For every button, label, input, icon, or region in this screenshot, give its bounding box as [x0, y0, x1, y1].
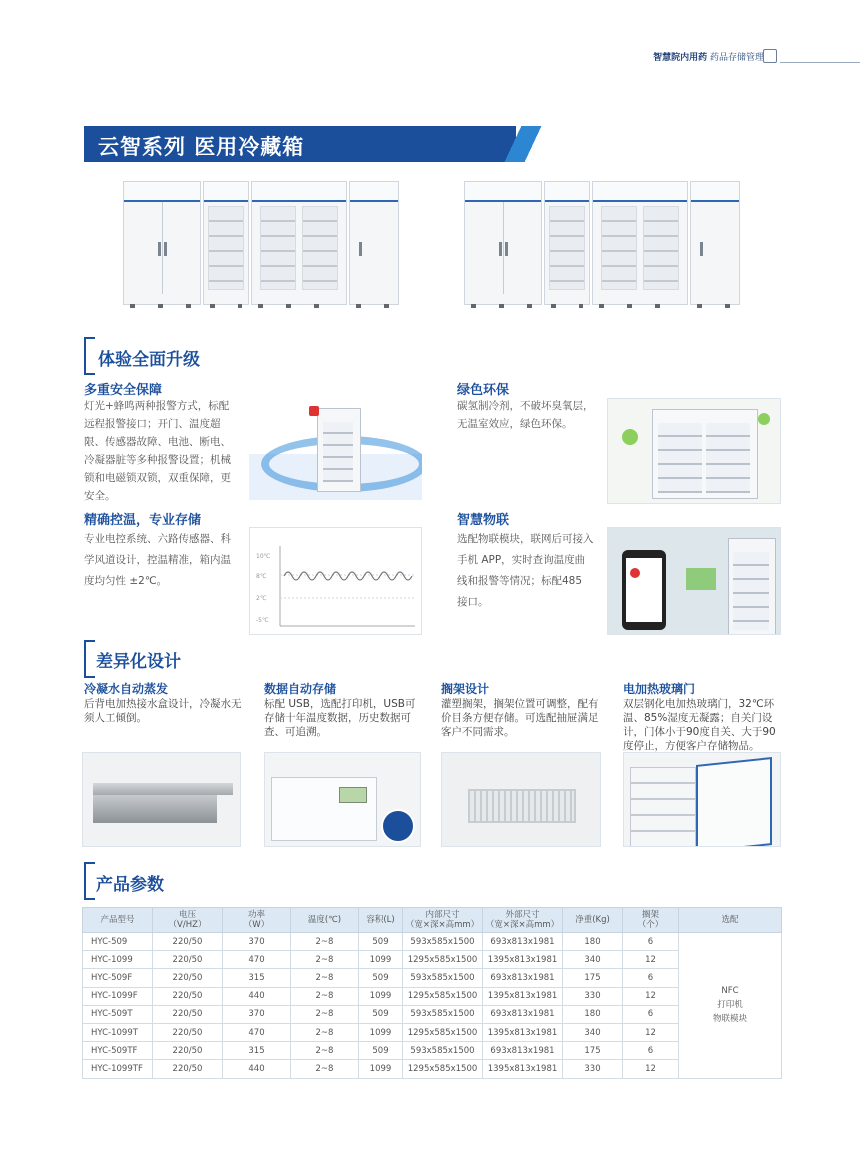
feature-title-eco: 绿色环保 [457, 383, 510, 398]
spec-table [82, 907, 782, 1079]
table-cell: 220/50 [153, 987, 223, 1005]
chart-label-8: 8℃ [256, 573, 267, 580]
page-title: 云智系列 医用冷藏箱 [98, 135, 305, 159]
safety-illustration [249, 398, 422, 500]
table-row [83, 969, 782, 987]
table-cell: 175 [563, 1042, 623, 1060]
fridge-glass-double [592, 181, 688, 305]
table-cell: 370 [223, 933, 291, 951]
table-row [83, 1023, 782, 1041]
table-cell: 1395x813x1981 [483, 1023, 563, 1041]
table-cell: 220/50 [153, 1005, 223, 1023]
table-cell: 6 [623, 933, 679, 951]
table-cell: 1295x585x1500 [403, 1023, 483, 1041]
table-cell: 693x813x1981 [483, 1042, 563, 1060]
fridge-solid-single [690, 181, 740, 305]
table-cell: 2~8 [291, 1042, 359, 1060]
table-cell: 220/50 [153, 969, 223, 987]
feature-text-iot: 选配物联模块，联网后可接入手机 APP，实时查询温度曲线和报警等情况；标配485 接口。 [457, 533, 594, 608]
section-title-design: 差异化设计 [96, 652, 181, 672]
model-cell: HYC-1099 [83, 951, 153, 969]
feature-text-eco: 碳氢制冷剂，不破坏臭氧层，无温室效应，绿色环保。 [457, 400, 594, 430]
fridge-solid-single [349, 181, 399, 305]
table-cell: 220/50 [153, 933, 223, 951]
spec-table-header [83, 908, 782, 933]
chart-label-2: 2℃ [256, 595, 267, 602]
table-cell: 1395x813x1981 [483, 987, 563, 1005]
col-header: 搁架 （个） [623, 908, 679, 933]
table-cell: 2~8 [291, 987, 359, 1005]
chart-label-minus5: -5℃ [256, 617, 269, 624]
section-bracket [84, 640, 95, 678]
header-section: 药品存储管理 [709, 53, 764, 63]
table-cell: 220/50 [153, 1060, 223, 1078]
table-cell: 1395x813x1981 [483, 1060, 563, 1078]
header-brand: 智慧院内用药 [653, 53, 708, 63]
glass-door-photo [623, 752, 781, 847]
table-cell: 509 [359, 1042, 403, 1060]
options-cell [679, 933, 782, 1079]
table-cell: 470 [223, 951, 291, 969]
header-logo-icon [763, 49, 777, 63]
table-cell: 1099 [359, 1023, 403, 1041]
model-cell: HYC-509TF [83, 1042, 153, 1060]
feature-title-safety: 多重安全保障 [84, 383, 163, 398]
table-cell: 693x813x1981 [483, 1005, 563, 1023]
header-rule [780, 62, 860, 63]
table-row [83, 1042, 782, 1060]
table-cell: 315 [223, 1042, 291, 1060]
model-cell: HYC-1099F [83, 987, 153, 1005]
eco-illustration [607, 398, 781, 504]
model-cell: HYC-1099T [83, 1023, 153, 1041]
table-row [83, 1005, 782, 1023]
table-cell: 175 [563, 969, 623, 987]
fridge-solid-double [123, 181, 201, 305]
feature-title-iot: 智慧物联 [457, 513, 510, 528]
table-cell: 1295x585x1500 [403, 951, 483, 969]
fridge-glass-single [544, 181, 590, 305]
table-cell: 330 [563, 1060, 623, 1078]
section-bracket [84, 337, 95, 375]
table-cell: 1295x585x1500 [403, 987, 483, 1005]
table-cell: 2~8 [291, 1023, 359, 1041]
table-cell: 330 [563, 987, 623, 1005]
table-cell: 6 [623, 1042, 679, 1060]
model-cell: HYC-509 [83, 933, 153, 951]
model-cell: HYC-1099TF [83, 1060, 153, 1078]
option-item: 打印机 [717, 1000, 743, 1011]
table-row [83, 987, 782, 1005]
table-cell: 593x585x1500 [403, 1042, 483, 1060]
table-cell: 180 [563, 933, 623, 951]
col-header: 产品型号 [83, 908, 153, 933]
model-cell: HYC-509T [83, 1005, 153, 1023]
fridge-solid-double [464, 181, 542, 305]
table-cell: 2~8 [291, 1005, 359, 1023]
design-text-condensate: 后背电加热接水盒设计，冷凝水无须人工倾倒。 [84, 698, 242, 724]
table-cell: 6 [623, 1005, 679, 1023]
table-cell: 1099 [359, 1060, 403, 1078]
table-row [83, 951, 782, 969]
table-cell: 440 [223, 987, 291, 1005]
table-cell: 2~8 [291, 951, 359, 969]
design-text-shelf: 灌塑搁架，搁架位置可调整，配有价目条方便存储。可选配抽屉满足客户不同需求。 [441, 698, 599, 738]
table-cell: 2~8 [291, 1060, 359, 1078]
table-cell: 440 [223, 1060, 291, 1078]
table-cell: 12 [623, 951, 679, 969]
col-header: 功率 （W） [223, 908, 291, 933]
table-cell: 340 [563, 951, 623, 969]
section-bracket [84, 862, 95, 900]
table-cell: 220/50 [153, 1042, 223, 1060]
temperature-curve-chart [249, 527, 422, 635]
table-cell: 6 [623, 969, 679, 987]
table-cell: 220/50 [153, 1023, 223, 1041]
design-text-glass: 双层钢化电加热玻璃门，32℃环温、85%湿度无凝露；自关门设计，门体小于90度自关、大于90度停止，方便客户存储物品。 [623, 698, 776, 752]
table-cell: 315 [223, 969, 291, 987]
feature-title-control: 精确控温，专业存储 [84, 513, 202, 528]
table-row [83, 933, 782, 951]
table-cell: 370 [223, 1005, 291, 1023]
condensate-tray-photo [82, 752, 241, 847]
table-cell: 470 [223, 1023, 291, 1041]
feature-text-control: 专业电控系统、六路传感器、科学风道设计，控温精准，箱内温度均匀性 ±2℃。 [84, 533, 231, 587]
table-cell: 509 [359, 1005, 403, 1023]
table-cell: 2~8 [291, 933, 359, 951]
option-item: 物联模块 [712, 1014, 747, 1025]
header-text [653, 50, 764, 63]
usb-printer-photo [264, 752, 421, 847]
table-cell: 593x585x1500 [403, 933, 483, 951]
model-cell: HYC-509F [83, 969, 153, 987]
section-title-upgrade: 体验全面升级 [98, 350, 200, 370]
temperature-curve-svg [250, 528, 422, 635]
col-header: 容积(L) [359, 908, 403, 933]
table-cell: 220/50 [153, 951, 223, 969]
col-header: 选配 [679, 908, 782, 933]
feature-text-safety: 灯光+蜂鸣两种报警方式，标配远程报警接口；开门、温度超限、传感器故障、电池、断电、冷凝器脏等多种报警设置；机械锁和电磁锁双锁，双重保障，更安全。 [84, 400, 231, 502]
design-title-condensate: 冷凝水自动蒸发 [84, 682, 169, 696]
table-cell: 180 [563, 1005, 623, 1023]
col-header: 内部尺寸 （宽×深×高mm） [403, 908, 483, 933]
table-cell: 509 [359, 969, 403, 987]
table-cell: 693x813x1981 [483, 933, 563, 951]
col-header: 净重(Kg) [563, 908, 623, 933]
design-title-glass: 电加热玻璃门 [623, 682, 696, 696]
chart-label-10: 10℃ [256, 553, 271, 560]
section-title-specs: 产品参数 [96, 875, 164, 895]
col-header: 外部尺寸 （宽×深×高mm） [483, 908, 563, 933]
table-cell: 1099 [359, 951, 403, 969]
table-cell: 12 [623, 987, 679, 1005]
table-row [83, 1060, 782, 1078]
table-cell: 593x585x1500 [403, 969, 483, 987]
col-header: 温度(℃) [291, 908, 359, 933]
iot-illustration [607, 527, 781, 635]
table-cell: 693x813x1981 [483, 969, 563, 987]
table-cell: 12 [623, 1023, 679, 1041]
design-title-shelf: 搁架设计 [441, 682, 490, 696]
option-item: NFC [721, 986, 739, 997]
fridge-glass-double [251, 181, 347, 305]
banner-stripe [500, 126, 546, 162]
table-cell: 12 [623, 1060, 679, 1078]
table-cell: 2~8 [291, 969, 359, 987]
col-header: 电压 （V/HZ） [153, 908, 223, 933]
table-cell: 593x585x1500 [403, 1005, 483, 1023]
design-text-data: 标配 USB，选配打印机，USB可存储十年温度数据，历史数据可查、可追溯。 [264, 698, 416, 738]
table-cell: 1395x813x1981 [483, 951, 563, 969]
table-cell: 340 [563, 1023, 623, 1041]
table-cell: 1099 [359, 987, 403, 1005]
shelf-drawer-photo [441, 752, 601, 847]
table-cell: 1295x585x1500 [403, 1060, 483, 1078]
fridge-glass-single [203, 181, 249, 305]
table-cell: 509 [359, 933, 403, 951]
design-title-data: 数据自动存储 [264, 682, 337, 696]
